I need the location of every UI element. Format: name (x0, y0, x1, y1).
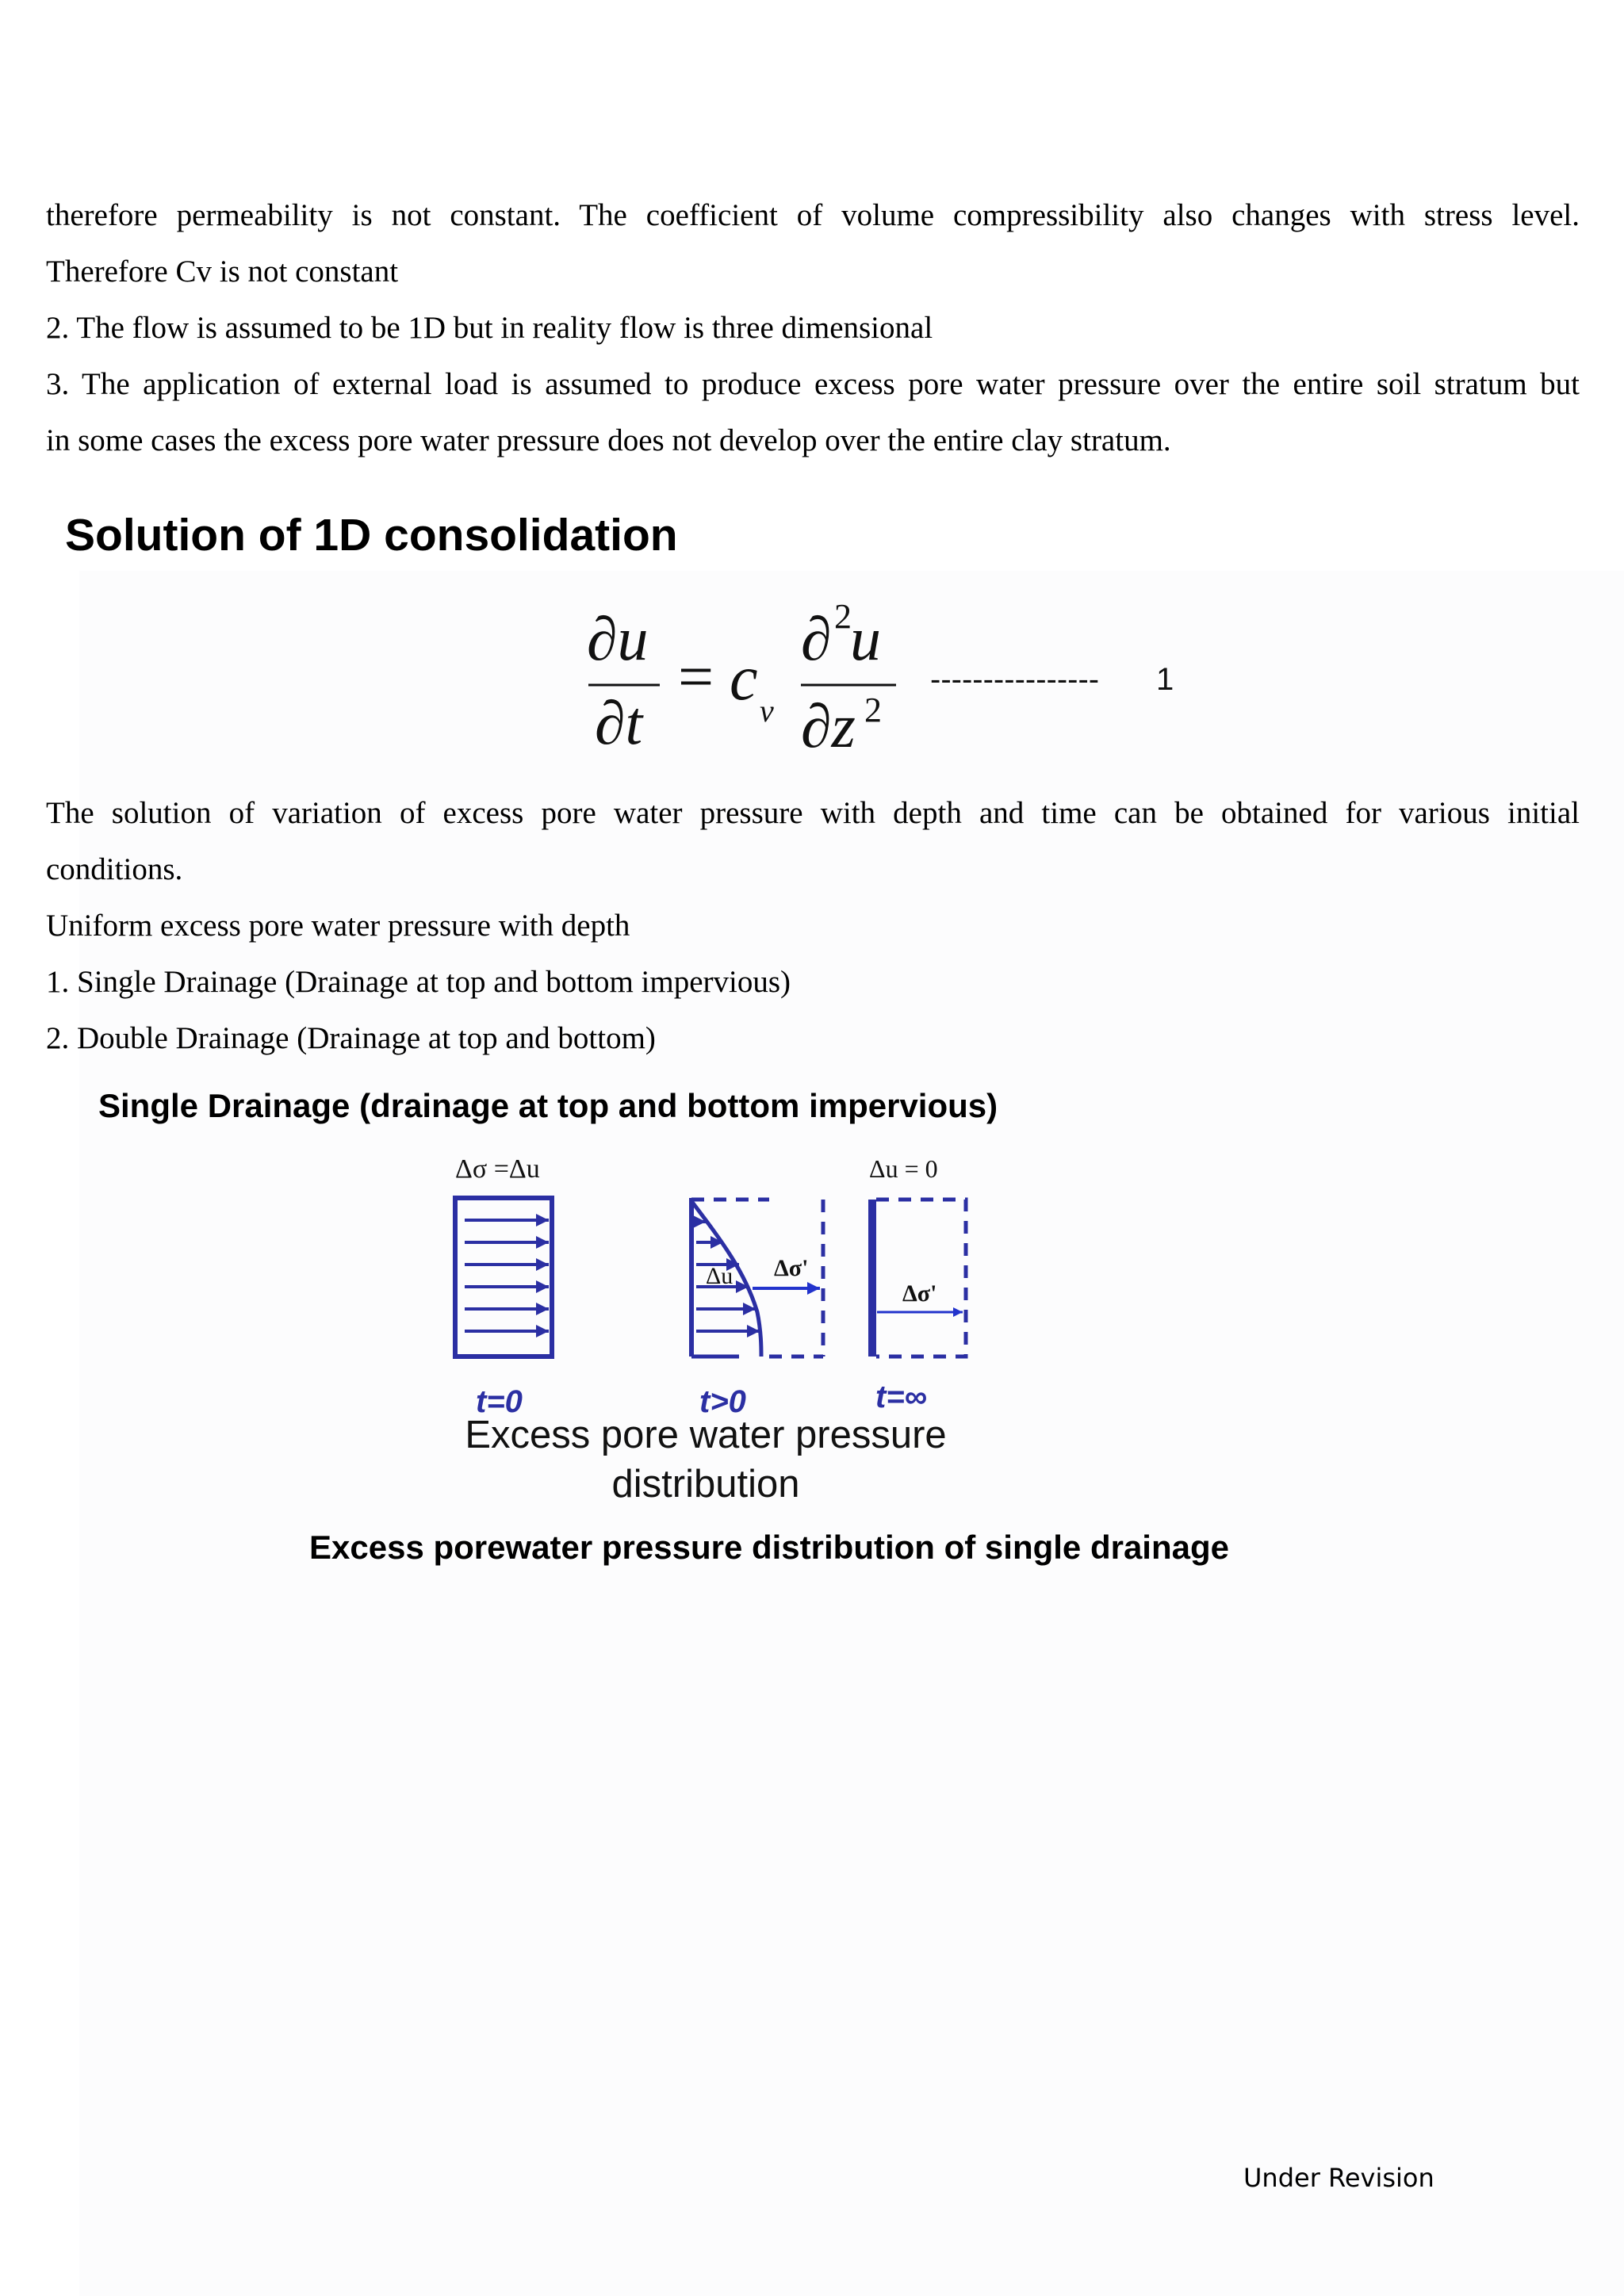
eq-rhs-denominator-exponent: 2 (864, 691, 882, 729)
eq-equals: = (678, 642, 714, 712)
eq-rhs-numerator-exponent: 2 (834, 603, 852, 636)
list-item: 2. The flow is assumed to be 1D but in reality flow is three dimensional (46, 311, 933, 345)
label-delta-sigma-effective: Δσ' (774, 1255, 809, 1281)
paragraph-line: Therefore Cv is not constant (46, 254, 399, 289)
eq-lhs-denominator: ∂t (595, 688, 643, 757)
time-label-t-infinity: t=∞ (875, 1380, 928, 1414)
consolidation-equation (571, 603, 1205, 777)
figure-heading: Single Drainage (drainage at top and bottom impervious) (98, 1087, 998, 1124)
figure-caption-line: distribution (611, 1463, 800, 1506)
panel-t0 (455, 1198, 552, 1357)
paragraph-line: in some cases the excess pore water pressure does not develop over the entire clay stratum. (46, 423, 1171, 457)
eq-number: 1 (1156, 662, 1174, 697)
eq-rhs-denominator: ∂z (801, 691, 856, 760)
list-item: 3. The application of external load is assumed to produce excess pore water pressure over the entire soil stratum but (46, 367, 1580, 401)
panel-t-infinity-dashed-outline (876, 1200, 966, 1357)
list-item: 1. Single Drainage (Drainage at top and bottom impervious) (46, 965, 791, 999)
paragraph-line: therefore permeability is not constant. The coefficient of volume compressibility also changes with stress level. (46, 198, 1580, 232)
label-delta-u: Δu (706, 1263, 733, 1289)
eq-rhs-numerator-var: u (850, 604, 881, 673)
figure-title: Excess porewater pressure distribution of single drainage (309, 1529, 1230, 1566)
eq-coefficient-subscript: v (760, 693, 774, 729)
label-delta-sigma-equals-delta-u: Δσ =Δu (455, 1154, 540, 1184)
figure-caption-line: Excess pore water pressure (465, 1414, 947, 1456)
time-label-t-positive: t>0 (699, 1384, 746, 1419)
paragraph-line: conditions. (46, 852, 183, 886)
paragraph-line: Uniform excess pore water pressure with depth (46, 909, 630, 943)
paragraph-line: The solution of variation of excess pore water pressure with depth and time can be obtained for various initial (46, 796, 1580, 830)
eq-dash-leader: ---------------- (930, 662, 1100, 697)
eq-lhs-numerator: ∂u (587, 604, 649, 673)
time-label-t0: t=0 (476, 1384, 523, 1419)
eq-rhs-partial: ∂ (801, 604, 832, 673)
panel-t-infinity (872, 1200, 966, 1357)
label-delta-sigma-effective: Δσ' (902, 1280, 937, 1307)
panel-t-positive (691, 1198, 823, 1357)
section-heading: Solution of 1D consolidation (65, 510, 678, 561)
label-delta-u-zero: Δu = 0 (869, 1154, 938, 1183)
list-item: 2. Double Drainage (Drainage at top and bottom) (46, 1021, 656, 1055)
footer-note: Under Revision (1243, 2163, 1434, 2193)
pore-pressure-diagram (444, 1154, 983, 1423)
eq-coefficient: c (730, 644, 758, 714)
